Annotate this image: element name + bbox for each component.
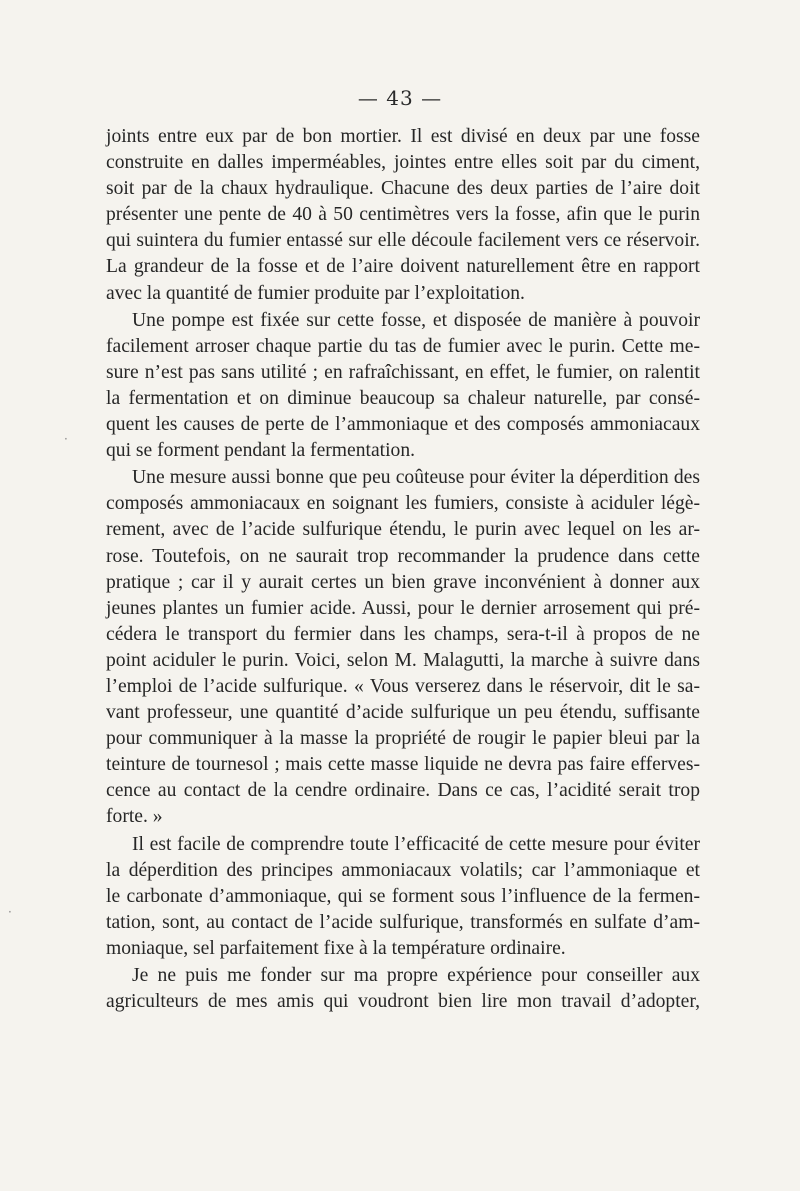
text-line: facilement arroser chaque partie du tas de fumier avec le purin. Cette me- xyxy=(106,335,700,357)
text-line: tation, sont, au contact de l’acide sulfurique, transformés en sulfate d’am- xyxy=(106,911,700,933)
paragraph-start-line: Une mesure aussi bonne que peu coûteuse pour éviter la déperdition des xyxy=(132,467,700,489)
text-line: pratique ; car il y aurait certes un bien grave inconvénient à donner aux xyxy=(106,571,700,593)
text-line: qui suintera du fumier entassé sur elle découle facilement vers ce réservoir. xyxy=(106,230,700,252)
text-line: construite en dalles imperméables, jointes entre elles soit par du ciment, xyxy=(106,152,700,174)
page-number: — 43 — xyxy=(357,86,443,110)
text-line: La grandeur de la fosse et de l’aire doivent naturellement être en rapport xyxy=(106,256,700,278)
text-line: avec la quantité de fumier produite par l’exploitation. xyxy=(106,282,525,304)
margin-dot: · xyxy=(64,432,68,446)
text-line: présenter une pente de 40 à 50 centimètres vers la fosse, afin que le purin xyxy=(106,204,700,226)
text-line: l’emploi de l’acide sulfurique. « Vous verserez dans le réservoir, dit le sa- xyxy=(106,675,700,697)
text-line: moniaque, sel parfaitement fixe à la température ordinaire. xyxy=(106,937,566,959)
text-line: quent les causes de perte de l’ammoniaque et des composés ammoniacaux xyxy=(106,414,700,436)
text-line: composés ammoniacaux en soignant les fumiers, consiste à aciduler légè- xyxy=(106,493,700,515)
text-line: jeunes plantes un fumier acide. Aussi, pour le dernier arrosement qui pré- xyxy=(106,597,700,619)
text-line: soit par de la chaux hydraulique. Chacune des deux parties de l’aire doit xyxy=(106,178,700,200)
paragraph-start-line: Je ne puis me fonder sur ma propre expérience pour conseiller aux xyxy=(132,965,700,986)
text-line: cédera le transport du fermier dans les champs, sera-t-il à propos de ne xyxy=(106,623,700,645)
paragraph-start-line: Il est facile de comprendre toute l’efficacité de cette mesure pour éviter xyxy=(132,833,700,855)
text-line: la déperdition des principes ammoniacaux volatils; car l’ammoniaque et xyxy=(106,859,700,881)
text-line: vant professeur, une quantité d’acide sulfurique un peu étendu, suffisante xyxy=(106,702,700,724)
text-line: la fermentation et on diminue beaucoup sa chaleur naturelle, par consé- xyxy=(106,387,700,409)
text-line: qui se forment pendant la fermentation. xyxy=(106,440,416,462)
text-line: joints entre eux par de bon mortier. Il est divisé en deux par une fosse xyxy=(106,126,700,147)
text-line: rose. Toutefois, on ne saurait trop recommander la prudence dans cette xyxy=(106,545,700,567)
paragraph-start-line: Une pompe est fixée sur cette fosse, et disposée de manière à pouvoir xyxy=(132,309,700,331)
text-line: agriculteurs de mes amis qui voudront bien lire mon travail d’adopter, xyxy=(106,991,700,1013)
margin-dot: · xyxy=(8,905,12,919)
body-text xyxy=(106,124,700,1015)
text-line: point aciduler le purin. Voici, selon M. Malagutti, la marche à suivre dans xyxy=(106,649,700,671)
text-line: forte. » xyxy=(106,806,163,828)
text-line: le carbonate d’ammoniaque, qui se forment sous l’influence de la fermen- xyxy=(106,885,700,907)
text-line: sure n’est pas sans utilité ; en rafraîchissant, en effet, le fumier, on ralentit xyxy=(106,361,700,383)
text-line: rement, avec de l’acide sulfurique étendu, le purin avec lequel on les ar- xyxy=(106,519,700,541)
text-line: cence au contact de la cendre ordinaire. Dans ce cas, l’acidité serait trop xyxy=(106,780,700,802)
text-line: pour communiquer à la masse la propriété de rougir le papier bleui par la xyxy=(106,728,700,750)
text-line: teinture de tournesol ; mais cette masse liquide ne devra pas faire efferves- xyxy=(106,754,700,776)
